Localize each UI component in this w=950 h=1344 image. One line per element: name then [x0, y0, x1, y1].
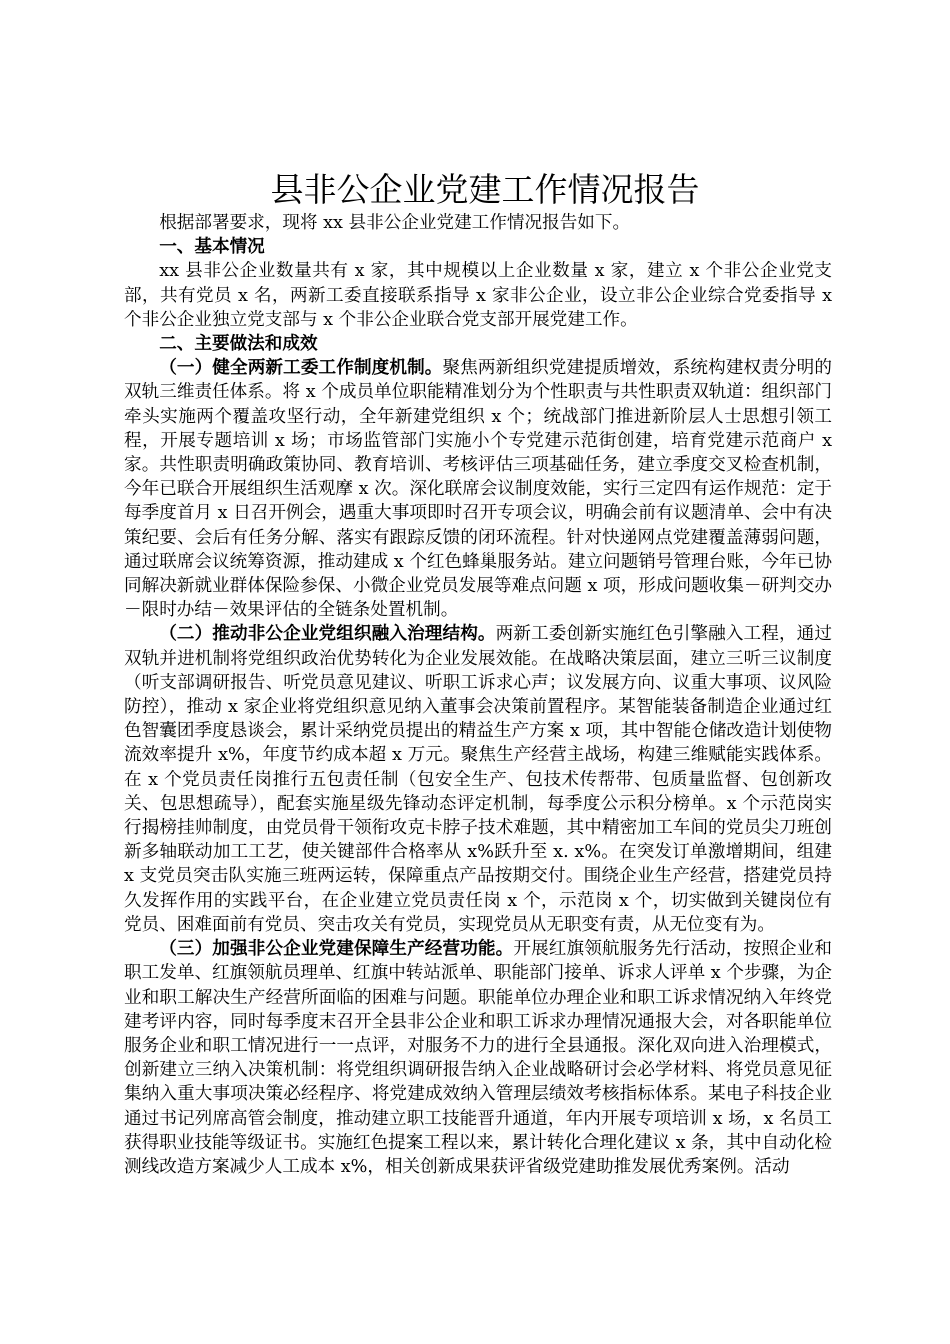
section-heading-main-practices: 二、主要做法和成效 [159, 333, 318, 355]
basic-situation-paragraph: xx 县非公企业数量共有 x 家，其中规模以上企业数量 x 家，建立 x 个非公企业党支部，共有党员 x 名，两新工委直接联系指导 x 家非公企业，设立非公企业综合党委指导 x 个非公企业独立党支部与 x 个非公企业联合党支部开展党建工作。 [124, 261, 832, 330]
practice-lead-2: （二）推动非公企业党组织融入治理结构。 [159, 623, 496, 645]
practice-body-2: 两新工委创新实施红色引擎融入工程，通过双轨并进机制将党组织政治优势转化为企业发展效能。在战略决策层面，建立三听三议制度（听支部调研报告、听党员意见建议、听职工诉求心声；议发展方向、议重大事项、议风险防控），推动 x 家企业将党组织意见纳入董事会决策前置程序。某智能装备制造企业通过红色智囊团季度恳谈会，累计采纳党员提出的精益生产方案 x 项，其中智能仓储改造计划使物流效率提升 x%，年度节约成本超 x 万元。聚焦生产经营主战场，构建三维赋能实践体系。在 x 个党员责任岗推行五包责任制（包安全生产、包技术传帮带、包质量监督、包创新攻关、包思想疏导），配套实施星级先锋动态评定机制，每季度公示积分榜单。x 个示范岗实行揭榜挂帅制度，由党员骨干领衔攻克卡脖子技术难题，其中精密加工车间的党员尖刀班创新多轴联动加工工艺，使关键部件合格率从 x%跃升至 x. x%。在突发订单激增期间，组建 x 支党员突击队实施三班两运转，保障重点产品按期交付。围绕企业生产经营，搭建党员持久发挥作用的实践平台，在企业建立党员责任岗 x 个，示范岗 x 个，切实做到关键岗位有党员、困难面前有党员、突击攻关有党员，实现党员从无职变有责，从无位变有为。 [124, 624, 832, 935]
section-heading-basic-situation: 一、基本情况 [159, 236, 265, 258]
practice-lead-3: （三）加强非公企业党建保障生产经营功能。 [159, 938, 514, 960]
practice-lead-1: （一）健全两新工委工作制度机制。 [159, 357, 443, 379]
practice-paragraph-3 [124, 937, 832, 1179]
practice-paragraph-2 [124, 622, 832, 937]
practice-body-3: 开展红旗领航服务先行活动，按照企业和职工发单、红旗领航员理单、红旗中转站派单、职能部门接单、诉求人评单 x 个步骤，为企业和职工解决生产经营所面临的困难与问题。职能单位办理企业和职工诉求情况纳入年终党建考评内容，同时每季度末召开全县非公企业和职工诉求办理情况通报大会，对各职能单位服务企业和职工情况进行一一点评，对服务不力的进行全县通报。深化双向进入治理模式，创新建立三纳入决策机制：将党组织调研报告纳入企业战略研讨会必学材料、将党员意见征集纳入重大事项决策必经程序、将党建成效纳入管理层绩效考核指标体系。某电子科技企业通过书记列席高管会制度，推动建立职工技能晋升通道，年内开展专项培训 x 场，x 名员工获得职业技能等级证书。实施红色提案工程以来，累计转化合理化建议 x 条，其中自动化检测线改造方案减少人工成本 x%，相关创新成果获评省级党建助推发展优秀案例。活动 [124, 939, 832, 1177]
document-page [124, 170, 832, 1179]
practice-body-1: 聚焦两新组织党建提质增效，系统构建权责分明的双轨三维责任体系。将 x 个成员单位职能精准划分为个性职责与共性职责双轨道：组织部门牵头实施两个覆盖攻坚行动，全年新建党组织 x 个；统战部门推进新阶层人士思想引领工程，开展专题培训 x 场；市场监管部门实施小个专党建示范街创建，培育党建示范商户 x 家。共性职责明确政策协同、教育培训、考核评估三项基础任务，建立季度交叉检查机制，今年已联合开展组织生活观摩 x 次。深化联席会议制度效能，实行三定四有运作规范：定于每季度首月 x 日召开例会，遇重大事项即时召开专项会议，明确会前有议题清单、会中有决策纪要、会后有任务分解、落实有跟踪反馈的闭环流程。针对快递网点党建覆盖薄弱问题，通过联席会议统筹资源，推动建成 x 个红色蜂巢服务站。建立问题销号管理台账，今年已协同解决新就业群体保险参保、小微企业党员发展等难点问题 x 项，形成问题收集－研判交办－限时办结－效果评估的全链条处置机制。 [124, 358, 832, 621]
practice-paragraph-1 [124, 356, 832, 622]
intro-paragraph: 根据部署要求，现将 xx 县非公企业党建工作情况报告如下。 [159, 213, 631, 233]
document-title: 县非公企业党建工作情况报告 [270, 170, 700, 209]
